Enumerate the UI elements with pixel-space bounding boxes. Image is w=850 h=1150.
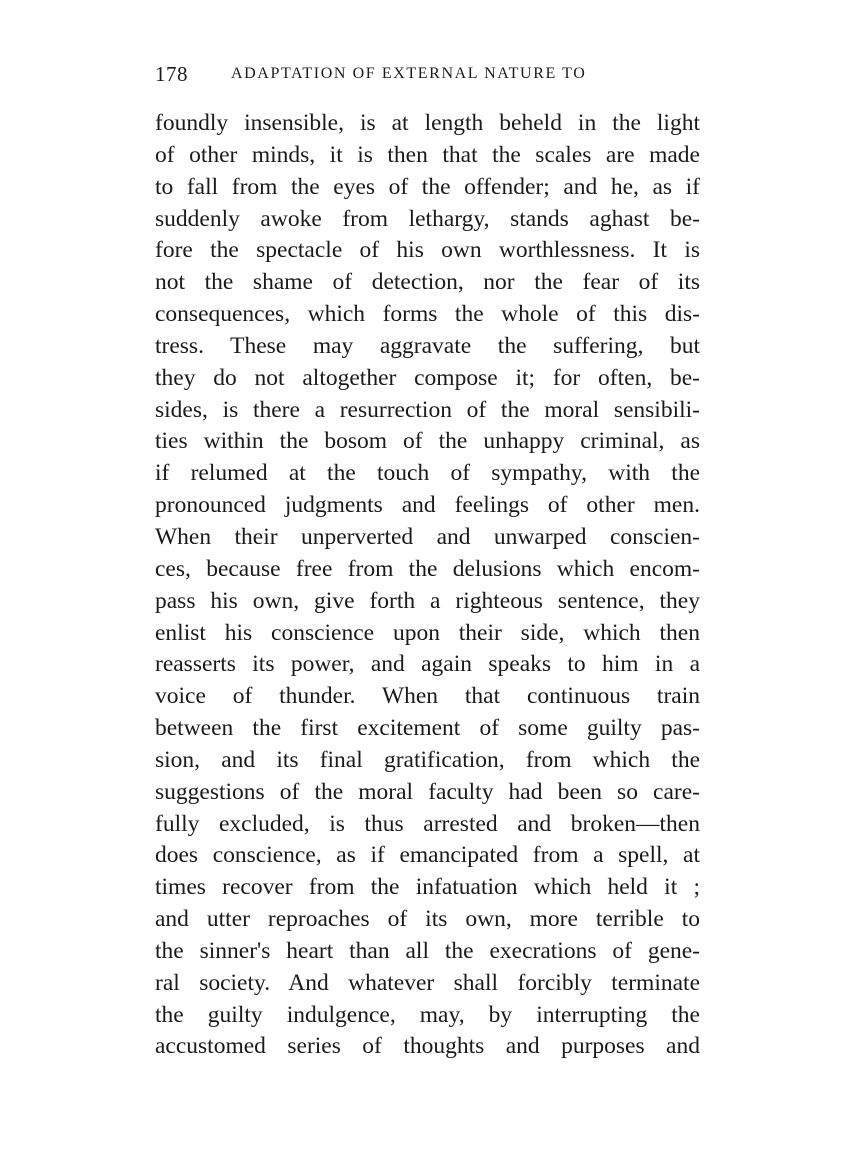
text-line: accustomed series of thoughts and purposes and <box>155 1033 700 1060</box>
text-line: the guilty indulgence, may, by interrupting the <box>155 1001 700 1028</box>
text-line: not the shame of detection, nor the fear of its <box>155 269 700 296</box>
text-line: ties within the bosom of the unhappy criminal, as <box>155 428 700 455</box>
text-line: suddenly awoke from lethargy, stands aghast be- <box>155 205 700 232</box>
text-line: suggestions of the moral faculty had been so care- <box>155 778 700 805</box>
text-line: foundly insensible, is at length beheld in the light <box>155 110 700 136</box>
text-line: pronounced judgments and feelings of other men. <box>155 492 700 519</box>
running-title: ADAPTATION OF EXTERNAL NATURE TO <box>231 65 587 82</box>
text-line: fully excluded, is thus arrested and broken—then <box>155 810 700 837</box>
text-line: and utter reproaches of its own, more terrible to <box>155 906 700 933</box>
text-line: fore the spectacle of his own worthlessness. It is <box>155 237 700 264</box>
text-line: ral society. And whatever shall forcibly terminate <box>155 969 700 996</box>
text-line: they do not altogether compose it; for often, be- <box>155 364 700 391</box>
text-line: of other minds, it is then that the scales are made <box>155 141 700 168</box>
text-line: voice of thunder. When that continuous train <box>155 683 700 710</box>
text-line: sides, is there a resurrection of the moral sensibili- <box>155 396 700 423</box>
text-line: pass his own, give forth a righteous sentence, they <box>155 587 700 614</box>
text-line: When their unperverted and unwarped conscien- <box>155 523 700 550</box>
text-line: consequences, which forms the whole of this dis- <box>155 301 700 328</box>
text-line: ces, because free from the delusions which encom- <box>155 555 700 582</box>
running-header <box>155 62 700 88</box>
body-text <box>155 108 700 1063</box>
text-line: enlist his conscience upon their side, which then <box>155 619 700 646</box>
text-line: times recover from the infatuation which held it ; <box>155 874 700 901</box>
text-line: does conscience, as if emancipated from a spell, at <box>155 842 700 869</box>
text-line: sion, and its final gratification, from which the <box>155 746 700 773</box>
text-line: the sinner's heart than all the execrations of gene- <box>155 937 700 964</box>
text-line: to fall from the eyes of the offender; and he, as if <box>155 173 700 200</box>
text-line: between the first excitement of some guilty pas- <box>155 715 700 742</box>
page-number: 178 <box>155 62 188 86</box>
text-line: reasserts its power, and again speaks to him in a <box>155 651 700 678</box>
text-line: if relumed at the touch of sympathy, with the <box>155 460 700 487</box>
text-line: tress. These may aggravate the suffering, but <box>155 332 700 359</box>
